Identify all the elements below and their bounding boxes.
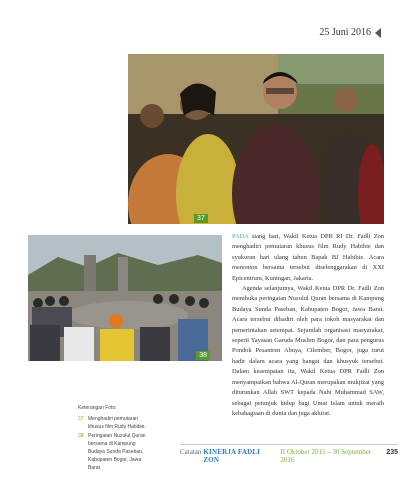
caption-item bbox=[78, 415, 150, 431]
photo-number-badge: 37 bbox=[194, 214, 208, 223]
article-lead-word: PADA bbox=[232, 233, 249, 240]
page-footer bbox=[180, 444, 398, 464]
caption-text: Peringatan Nuzulul Quran bersama di Kampung Budaya Sunda Paseban, Kabupaten Bogor, Jawa Barat. bbox=[88, 433, 146, 471]
article-body bbox=[232, 232, 384, 419]
article-paragraph-2: Agenda selanjutnya, Wakil Ketua DPR Dr. Fadli Zon membuka peringatan Nuzulul Quran bersama di Kampung Budaya Sunda Paseban, Kabupaten Bogor, Jawa Barat. Acara tersebut dihadiri oleh para tokoh masyarakat dan pemerintahan setempat. Sejumlah organisasi masyarakat, seperti Yayasan Garuda Muslim Bogor, dan para pengurus Pondok Pesantren Abuya, Cilember, Bogor, juga turut hadir dalam acara yang hangat dan khusyuk tersebut. Dalam kesempatan itu, Wakil Ketua DPR Fadli Zon menyampaikan bahwa Al-Quran merupakan mukjizat yang diturunkan Allah SWT kepada Nabi Muhammad SAW, sebagai petunjuk hidup bagi Umat Islam untuk meraih kebahagiaan di dunia dan juga akhirat. bbox=[232, 285, 384, 417]
caption-number: 38 bbox=[78, 433, 84, 439]
photo-nuzulul-quran bbox=[28, 235, 222, 361]
page-number: 235 bbox=[386, 449, 398, 456]
page-date: 25 Juni 2016 bbox=[319, 27, 371, 38]
date-marker-icon bbox=[375, 28, 381, 38]
photo-nuzulul-quran-illustration bbox=[28, 235, 222, 361]
photo-film-screening bbox=[128, 54, 384, 224]
captions-title: Keterangan Foto: bbox=[78, 405, 117, 411]
caption-text: Menghadiri pemutaran khusus film Rudy Habibie. bbox=[88, 416, 146, 430]
article-paragraph bbox=[232, 232, 384, 284]
footer-period: II Oktober 2015 – 30 September 2016 bbox=[280, 448, 372, 464]
footer-line bbox=[180, 444, 398, 464]
photo-number-badge: 38 bbox=[196, 351, 210, 360]
article-paragraph-1: siang hari, Wakil Ketua DPR RI Dr. Fadli Zon menghadiri pemutaran khusus film Rudy Habibie dan syukuran hari ulang tahun Bapak BJ Habibie. Acara menonton bersama tersebut diselenggarakan di XXI Epicentrum, Kuningan, Jakarta. bbox=[232, 233, 384, 282]
photo-captions bbox=[78, 404, 150, 473]
footer-book-title: KINERJA FADLI ZON bbox=[203, 448, 261, 464]
photo-film-screening-illustration bbox=[128, 54, 384, 224]
footer-catatan: Catatan bbox=[180, 448, 202, 456]
caption-item bbox=[78, 432, 150, 472]
caption-number: 37 bbox=[78, 416, 84, 422]
